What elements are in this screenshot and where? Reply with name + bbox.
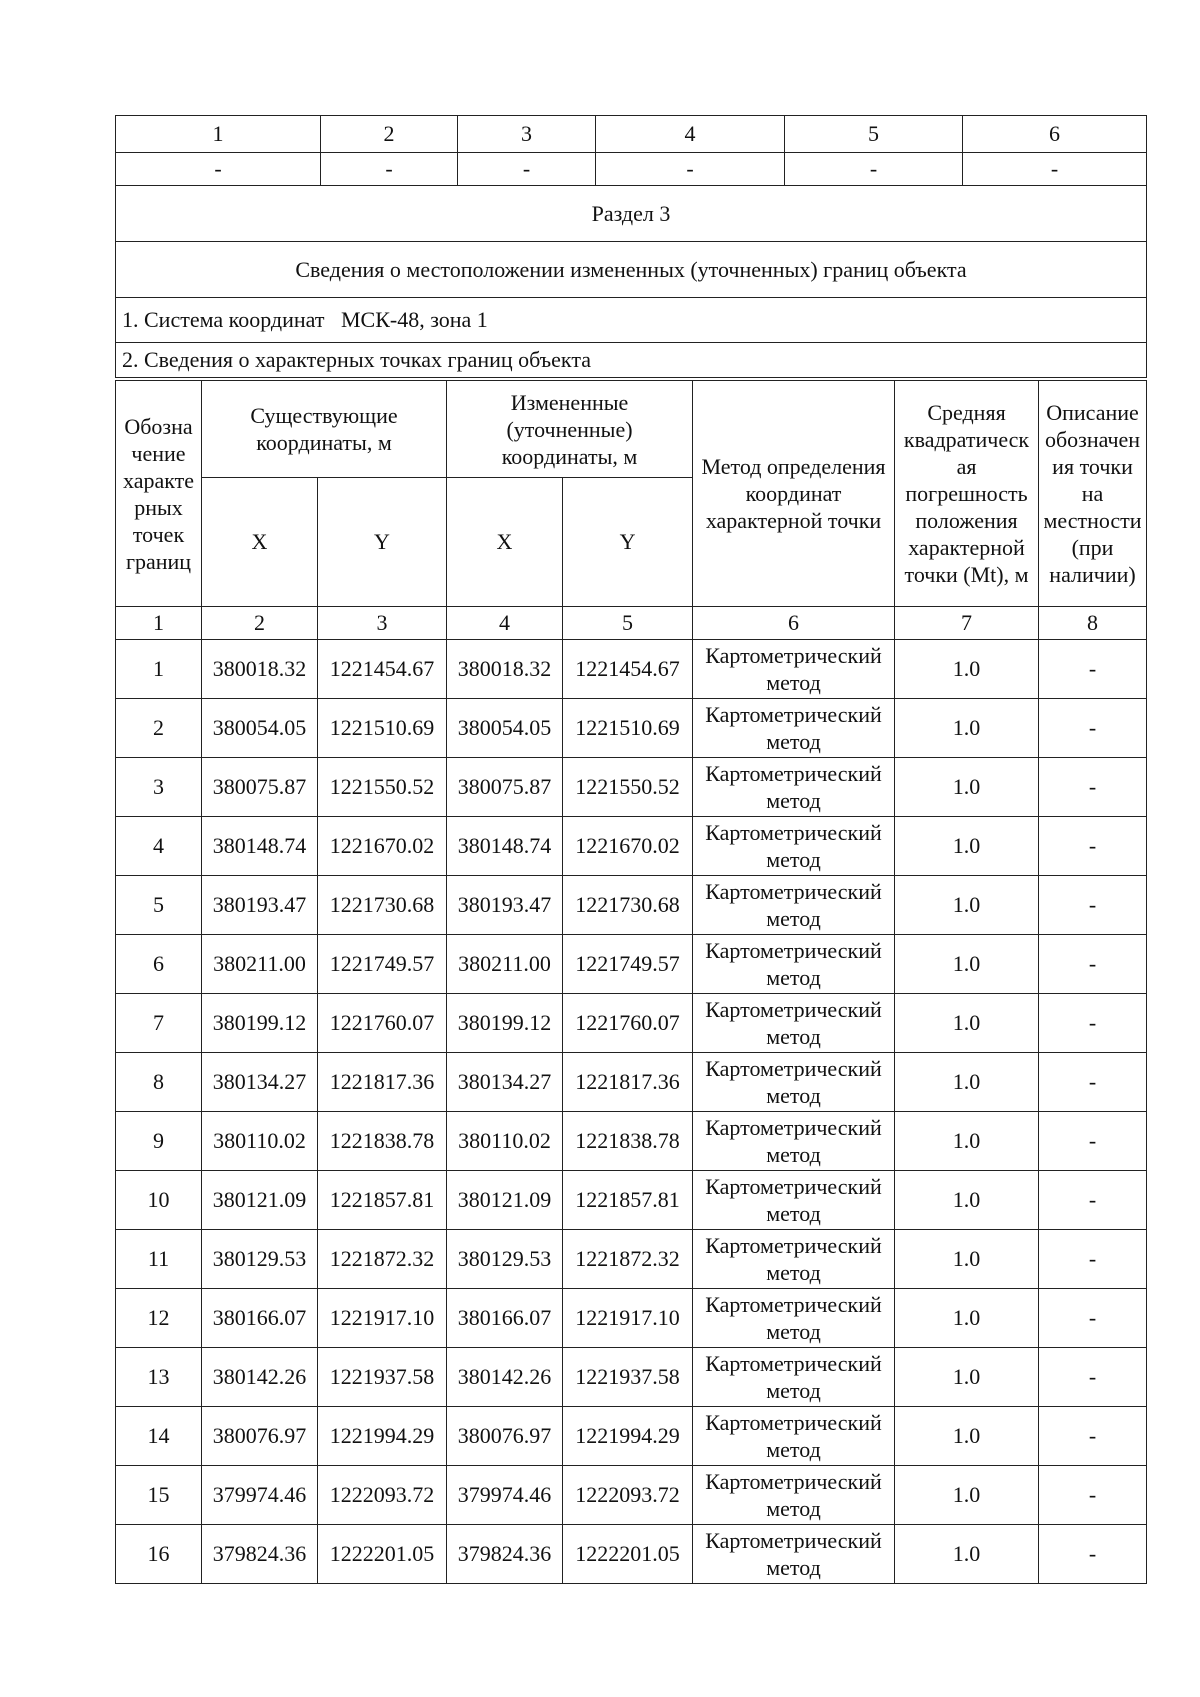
existing-y: 1221510.69 [318,699,447,758]
coordinate-system: 1. Система координат МСК-48, зона 1 [116,298,1147,343]
table-row [116,1053,1147,1112]
description-cell: - [1039,817,1147,876]
method-cell: Картометрический метод [693,1525,895,1584]
method-cell: Картометрический метод [693,1407,895,1466]
description-cell: - [1039,758,1147,817]
accuracy-cell: 1.0 [895,699,1039,758]
accuracy-cell: 1.0 [895,640,1039,699]
description-cell: - [1039,1112,1147,1171]
changed-x: 380054.05 [447,699,563,758]
point-number: 13 [116,1348,202,1407]
table-row [116,699,1147,758]
col-number: 1 [116,607,202,640]
table-row [116,994,1147,1053]
existing-y: 1222093.72 [318,1466,447,1525]
method-cell: Картометрический метод [693,1348,895,1407]
header-description: Описание обозначен ия точки на местности (при наличии) [1039,381,1147,607]
changed-y: 1221749.57 [563,935,693,994]
existing-y: 1221817.36 [318,1053,447,1112]
existing-y: 1221917.10 [318,1289,447,1348]
header-x-changed: X [447,478,563,607]
existing-x: 380110.02 [202,1112,318,1171]
table-row [116,1230,1147,1289]
table-row [116,1466,1147,1525]
table-row [116,1525,1147,1584]
header-designation: Обозна чение характе рных точек границ [116,381,202,607]
header-method: Метод определения координат характерной точки [693,381,895,607]
changed-x: 380018.32 [447,640,563,699]
col-number: 5 [563,607,693,640]
changed-y: 1221817.36 [563,1053,693,1112]
existing-y: 1221550.52 [318,758,447,817]
top-col-number: 4 [596,116,785,153]
method-cell: Картометрический метод [693,1289,895,1348]
table-row [116,758,1147,817]
existing-x: 380166.07 [202,1289,318,1348]
existing-y: 1221937.58 [318,1348,447,1407]
existing-x: 380121.09 [202,1171,318,1230]
existing-x: 380134.27 [202,1053,318,1112]
points-title: 2. Сведения о характерных точках границ объекта [116,343,1147,378]
top-col-value: - [458,153,596,186]
description-cell: - [1039,1171,1147,1230]
changed-y: 1221550.52 [563,758,693,817]
changed-x: 380129.53 [447,1230,563,1289]
header-changed-coords: Измененные (уточненные) координаты, м [447,381,693,478]
method-cell: Картометрический метод [693,1171,895,1230]
top-col-number: 3 [458,116,596,153]
col-number: 2 [202,607,318,640]
description-cell: - [1039,640,1147,699]
accuracy-cell: 1.0 [895,1289,1039,1348]
existing-x: 380199.12 [202,994,318,1053]
table-row [116,1348,1147,1407]
point-number: 15 [116,1466,202,1525]
changed-x: 380148.74 [447,817,563,876]
changed-y: 1222201.05 [563,1525,693,1584]
changed-y: 1221917.10 [563,1289,693,1348]
top-col-number: 6 [963,116,1147,153]
accuracy-cell: 1.0 [895,994,1039,1053]
changed-x: 380076.97 [447,1407,563,1466]
accuracy-cell: 1.0 [895,758,1039,817]
description-cell: - [1039,1525,1147,1584]
top-col-value: - [321,153,458,186]
method-cell: Картометрический метод [693,1053,895,1112]
section-title: Раздел 3 [116,186,1147,242]
description-cell: - [1039,1289,1147,1348]
description-cell: - [1039,699,1147,758]
accuracy-cell: 1.0 [895,876,1039,935]
existing-y: 1221838.78 [318,1112,447,1171]
description-cell: - [1039,935,1147,994]
existing-x: 380142.26 [202,1348,318,1407]
changed-y: 1221994.29 [563,1407,693,1466]
header-y-changed: Y [563,478,693,607]
top-col-value: - [785,153,963,186]
table-row [116,640,1147,699]
table-row [116,935,1147,994]
point-number: 6 [116,935,202,994]
method-cell: Картометрический метод [693,1466,895,1525]
point-number: 7 [116,994,202,1053]
description-cell: - [1039,1466,1147,1525]
changed-x: 380134.27 [447,1053,563,1112]
point-number: 4 [116,817,202,876]
existing-y: 1221994.29 [318,1407,447,1466]
changed-x: 379824.36 [447,1525,563,1584]
description-cell: - [1039,1053,1147,1112]
boundary-points-table [115,380,1147,1584]
table-row [116,817,1147,876]
column-numbers-row [116,607,1147,640]
existing-y: 1221872.32 [318,1230,447,1289]
col-number: 8 [1039,607,1147,640]
changed-x: 380211.00 [447,935,563,994]
changed-y: 1221454.67 [563,640,693,699]
accuracy-cell: 1.0 [895,1348,1039,1407]
changed-x: 380166.07 [447,1289,563,1348]
accuracy-cell: 1.0 [895,935,1039,994]
top-col-number: 1 [116,116,321,153]
changed-y: 1221510.69 [563,699,693,758]
method-cell: Картометрический метод [693,994,895,1053]
col-number: 4 [447,607,563,640]
description-cell: - [1039,1230,1147,1289]
method-cell: Картометрический метод [693,935,895,994]
existing-y: 1221760.07 [318,994,447,1053]
description-cell: - [1039,1407,1147,1466]
existing-x: 380148.74 [202,817,318,876]
existing-x: 380018.32 [202,640,318,699]
existing-y: 1221749.57 [318,935,447,994]
point-number: 1 [116,640,202,699]
top-col-number: 5 [785,116,963,153]
changed-y: 1221857.81 [563,1171,693,1230]
header-y-existing: Y [318,478,447,607]
table-row [116,1407,1147,1466]
accuracy-cell: 1.0 [895,1171,1039,1230]
point-number: 10 [116,1171,202,1230]
point-number: 9 [116,1112,202,1171]
description-cell: - [1039,994,1147,1053]
existing-y: 1222201.05 [318,1525,447,1584]
existing-x: 380075.87 [202,758,318,817]
changed-x: 380199.12 [447,994,563,1053]
table-row [116,1112,1147,1171]
changed-y: 1221872.32 [563,1230,693,1289]
header-x-existing: X [202,478,318,607]
table-row [116,1289,1147,1348]
existing-x: 379824.36 [202,1525,318,1584]
top-column-numbers-row [116,116,1147,153]
changed-x: 379974.46 [447,1466,563,1525]
col-number: 3 [318,607,447,640]
changed-y: 1221937.58 [563,1348,693,1407]
table-row [116,876,1147,935]
accuracy-cell: 1.0 [895,817,1039,876]
description-cell: - [1039,1348,1147,1407]
existing-x: 380211.00 [202,935,318,994]
existing-y: 1221857.81 [318,1171,447,1230]
header-accuracy: Средняя квадратическ ая погрешность положения характерной точки (Mt), м [895,381,1039,607]
existing-x: 379974.46 [202,1466,318,1525]
changed-y: 1221760.07 [563,994,693,1053]
changed-x: 380142.26 [447,1348,563,1407]
changed-y: 1222093.72 [563,1466,693,1525]
existing-x: 380193.47 [202,876,318,935]
existing-y: 1221670.02 [318,817,447,876]
point-number: 14 [116,1407,202,1466]
method-cell: Картометрический метод [693,817,895,876]
point-number: 3 [116,758,202,817]
accuracy-cell: 1.0 [895,1112,1039,1171]
point-number: 8 [116,1053,202,1112]
top-col-number: 2 [321,116,458,153]
changed-x: 380193.47 [447,876,563,935]
header-row [116,381,1147,478]
accuracy-cell: 1.0 [895,1525,1039,1584]
description-cell: - [1039,876,1147,935]
accuracy-cell: 1.0 [895,1466,1039,1525]
point-number: 12 [116,1289,202,1348]
changed-x: 380075.87 [447,758,563,817]
top-col-value: - [596,153,785,186]
section-header-table [115,115,1147,378]
point-number: 2 [116,699,202,758]
top-values-row [116,153,1147,186]
col-number: 7 [895,607,1039,640]
accuracy-cell: 1.0 [895,1053,1039,1112]
changed-x: 380121.09 [447,1171,563,1230]
method-cell: Картометрический метод [693,699,895,758]
col-number: 6 [693,607,895,640]
accuracy-cell: 1.0 [895,1407,1039,1466]
top-col-value: - [116,153,321,186]
existing-y: 1221730.68 [318,876,447,935]
top-col-value: - [963,153,1147,186]
existing-y: 1221454.67 [318,640,447,699]
existing-x: 380054.05 [202,699,318,758]
point-number: 16 [116,1525,202,1584]
changed-y: 1221730.68 [563,876,693,935]
section-heading: Сведения о местоположении измененных (уточненных) границ объекта [116,242,1147,298]
point-number: 5 [116,876,202,935]
existing-x: 380129.53 [202,1230,318,1289]
accuracy-cell: 1.0 [895,1230,1039,1289]
method-cell: Картометрический метод [693,876,895,935]
table-row [116,1171,1147,1230]
method-cell: Картометрический метод [693,640,895,699]
method-cell: Картометрический метод [693,1112,895,1171]
header-existing-coords: Существующие координаты, м [202,381,447,478]
table-body [116,640,1147,1584]
existing-x: 380076.97 [202,1407,318,1466]
changed-y: 1221670.02 [563,817,693,876]
changed-x: 380110.02 [447,1112,563,1171]
changed-y: 1221838.78 [563,1112,693,1171]
method-cell: Картометрический метод [693,1230,895,1289]
point-number: 11 [116,1230,202,1289]
method-cell: Картометрический метод [693,758,895,817]
